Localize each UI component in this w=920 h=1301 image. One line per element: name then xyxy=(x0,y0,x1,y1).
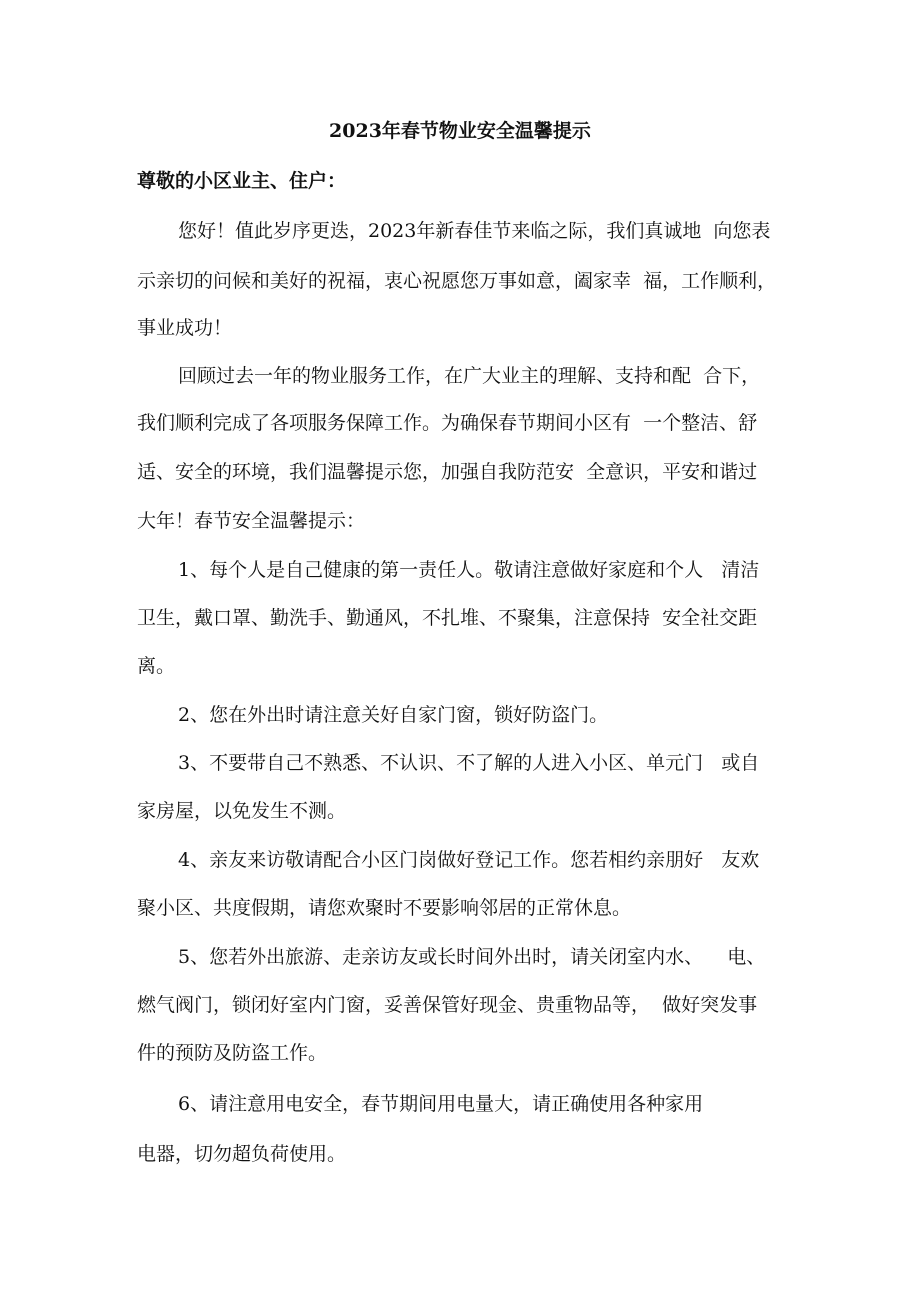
text-line: 3、不要带自己不熟悉、不认识、不了解的人进入小区、单元门 或自 xyxy=(178,752,760,774)
text-line: 件的预防及防盗工作。 xyxy=(137,1042,328,1064)
text-line: 家房屋，以免发生不测。 xyxy=(137,800,347,822)
text-line: 4、亲友来访敬请配合小区门岗做好登记工作。您若相约亲朋好 友欢 xyxy=(178,849,760,871)
text-line: 电器，切勿超负荷使用。 xyxy=(137,1143,347,1165)
text-line: 我们顺利完成了各项服务保障工作。为确保春节期间小区有 一个整洁、舒 xyxy=(137,412,758,434)
text-line: 适、安全的环境，我们温馨提示您，加强自我防范安 全意识，平安和谐过 xyxy=(137,461,758,483)
text-line: 1、每个人是自己健康的第一责任人。敬请注意做好家庭和个人 清洁 xyxy=(178,559,760,581)
text-line: 离。 xyxy=(137,655,176,677)
text-line: 2、您在外出时请注意关好自家门窗，锁好防盗门。 xyxy=(178,704,609,726)
text-line: 5、您若外出旅游、走亲访友或长时间外出时，请关闭室内水、 电、 xyxy=(178,946,766,968)
text-line: 示亲切的问候和美好的祝福，衷心祝愿您万事如意，阖家幸 福，工作顺利， xyxy=(137,270,777,292)
document-title: 2023年春节物业安全温馨提示 xyxy=(329,120,591,142)
text-line: 卫生，戴口罩、勤洗手、勤通风，不扎堆、不聚集，注意保持 安全社交距 xyxy=(137,607,758,629)
text-line: 回顾过去一年的物业服务工作，在广大业主的理解、支持和配 合下， xyxy=(178,365,761,387)
text-line: 聚小区、共度假期，请您欢聚时不要影响邻居的正常休息。 xyxy=(137,897,632,919)
text-line: 燃气阀门，锁闭好室内门窗，妥善保管好现金、贵重物品等， 做好突发事 xyxy=(137,994,758,1016)
text-line: 大年！春节安全温馨提示： xyxy=(137,510,366,532)
salutation: 尊敬的小区业主、住户： xyxy=(137,170,347,192)
text-line: 6、请注意用电安全，春节期间用电量大，请正确使用各种家用 xyxy=(178,1093,704,1115)
text-line: 事业成功！ xyxy=(137,317,233,339)
text-line: 您好！值此岁序更迭，2023年新春佳节来临之际，我们真诚地 向您表 xyxy=(178,220,771,242)
